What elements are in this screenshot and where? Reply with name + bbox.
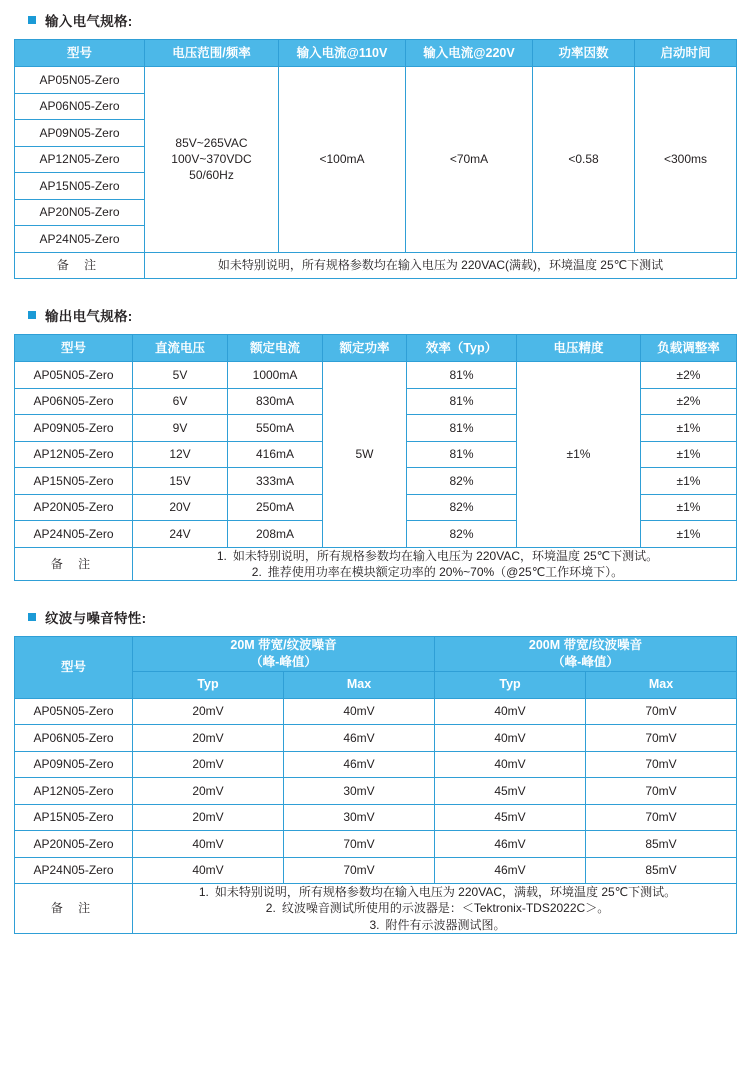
note-item [135,548,734,564]
cell-model: AP06N05-Zero [15,725,133,752]
col-header-model: 型号 [15,335,133,362]
square-bullet-icon [28,16,36,24]
section-input-spec [14,10,736,279]
cell-20m-typ: 20mV [133,725,284,752]
note-number: 3. [369,917,380,932]
voltage-range-line-3: 50/60Hz [189,168,234,183]
cell-model: AP06N05-Zero [15,388,133,415]
table-row [15,778,737,805]
cell-model: AP15N05-Zero [15,468,133,495]
cell-model: AP05N05-Zero [15,362,133,389]
table-row [15,725,737,752]
cell-model: AP24N05-Zero [15,857,133,884]
cell-model: AP09N05-Zero [15,120,145,147]
cell-20m-max: 46mV [284,725,435,752]
col-header-200m-max: Max [586,671,737,698]
section-ripple-noise [14,607,736,934]
cell-efficiency: 81% [407,362,517,389]
cell-200m-typ: 46mV [435,831,586,858]
cell-efficiency: 82% [407,521,517,548]
col-header-group-20m [133,636,435,671]
cell-load-regulation: ±1% [641,415,737,442]
table-row [15,362,737,389]
table-note-row [15,252,737,279]
cell-200m-typ: 45mV [435,804,586,831]
cell-20m-max: 30mV [284,804,435,831]
note-item [135,884,734,900]
cell-20m-typ: 20mV [133,698,284,725]
cell-model: AP20N05-Zero [15,199,145,226]
group-header-line-1: 20M 带宽/纹波噪音 [230,637,337,652]
cell-200m-max: 70mV [586,778,737,805]
col-header-input-current-110v: 输入电流@110V [279,40,406,67]
note-text: 如未特别说明，所有规格参数均在输入电压为 220VAC(满载)，环境温度 25℃下测试 [145,252,737,279]
table-note-row [15,884,737,934]
cell-model: AP12N05-Zero [15,146,145,173]
cell-load-regulation: ±1% [641,468,737,495]
col-header-start-time: 启动时间 [635,40,737,67]
note-label: 备 注 [15,252,145,279]
cell-200m-typ: 40mV [435,698,586,725]
cell-model: AP15N05-Zero [15,173,145,200]
cell-dc-voltage: 24V [133,521,228,548]
col-header-power-factor: 功率因数 [533,40,635,67]
note-number: 2. [265,901,276,916]
cell-load-regulation: ±1% [641,521,737,548]
col-header-load-regulation: 负载调整率 [641,335,737,362]
cell-20m-max: 46mV [284,751,435,778]
cell-200m-max: 70mV [586,698,737,725]
input-spec-table [14,39,737,279]
section-heading-input [14,10,736,30]
cell-input-current-220v: <70mA [406,67,533,253]
col-header-200m-typ: Typ [435,671,586,698]
cell-20m-typ: 40mV [133,857,284,884]
cell-20m-max: 30mV [284,778,435,805]
cell-model: AP09N05-Zero [15,415,133,442]
table-row [15,831,737,858]
cell-200m-typ: 40mV [435,725,586,752]
col-header-group-200m [435,636,737,671]
cell-rated-current: 208mA [228,521,323,548]
cell-rated-current: 1000mA [228,362,323,389]
cell-20m-max: 70mV [284,831,435,858]
section-title-ripple: 纹波与噪音特性: [45,610,147,626]
col-header-20m-typ: Typ [133,671,284,698]
cell-dc-voltage: 12V [133,441,228,468]
cell-efficiency: 81% [407,388,517,415]
group-header-line-2: （峰-峰值） [250,654,317,669]
cell-rated-current: 416mA [228,441,323,468]
note-item [135,564,734,580]
col-header-efficiency: 效率（Typ） [407,335,517,362]
section-output-spec [14,305,736,581]
cell-model: AP09N05-Zero [15,751,133,778]
cell-model: AP20N05-Zero [15,831,133,858]
table-header-row [15,335,737,362]
note-label: 备 注 [15,884,133,934]
cell-model: AP12N05-Zero [15,778,133,805]
section-title-input: 输入电气规格: [45,14,133,29]
group-header-line-2: （峰-峰值） [552,654,619,669]
cell-20m-max: 40mV [284,698,435,725]
table-row [15,857,737,884]
cell-200m-max: 85mV [586,831,737,858]
note-item [135,900,734,916]
cell-dc-voltage: 20V [133,494,228,521]
cell-model: AP20N05-Zero [15,494,133,521]
cell-20m-typ: 20mV [133,804,284,831]
table-row [15,804,737,831]
cell-200m-typ: 45mV [435,778,586,805]
ripple-noise-table [14,636,737,934]
cell-start-time: <300ms [635,67,737,253]
cell-load-regulation: ±2% [641,362,737,389]
cell-20m-max: 70mV [284,857,435,884]
output-spec-table [14,334,737,581]
note-text: 如未特别说明，所有规格参数均在输入电压为 220VAC，环境温度 25℃下测试。 [232,548,659,563]
note-number: 2. [251,564,262,579]
table-row [15,751,737,778]
cell-200m-max: 70mV [586,751,737,778]
cell-rated-current: 550mA [228,415,323,442]
section-title-output: 输出电气规格: [45,309,133,324]
cell-200m-max: 70mV [586,804,737,831]
square-bullet-icon [28,311,36,319]
table-header-row [15,40,737,67]
table-note-row [15,547,737,580]
cell-efficiency: 82% [407,468,517,495]
cell-load-regulation: ±1% [641,494,737,521]
group-header-line-1: 200M 带宽/纹波噪音 [528,637,643,652]
table-row [15,67,737,94]
col-header-rated-current: 额定电流 [228,335,323,362]
cell-model: AP24N05-Zero [15,521,133,548]
cell-load-regulation: ±2% [641,388,737,415]
cell-rated-current: 830mA [228,388,323,415]
cell-dc-voltage: 15V [133,468,228,495]
note-list [133,884,737,934]
cell-efficiency: 81% [407,441,517,468]
section-heading-ripple [14,607,736,627]
col-header-20m-max: Max [284,671,435,698]
cell-load-regulation: ±1% [641,441,737,468]
section-heading-output [14,305,736,325]
cell-200m-max: 70mV [586,725,737,752]
cell-200m-max: 85mV [586,857,737,884]
note-label: 备 注 [15,547,133,580]
cell-power-factor: <0.58 [533,67,635,253]
col-header-rated-power: 额定功率 [323,335,407,362]
cell-model: AP05N05-Zero [15,698,133,725]
cell-dc-voltage: 6V [133,388,228,415]
cell-200m-typ: 40mV [435,751,586,778]
col-header-dc-voltage: 直流电压 [133,335,228,362]
voltage-range-line-1: 85V~265VAC [175,135,248,150]
note-number: 1. [216,548,227,563]
note-text: 纹波噪音测试所使用的示波器是：＜Tektronix-TDS2022C＞。 [281,901,610,916]
cell-model: AP06N05-Zero [15,93,145,120]
cell-200m-typ: 46mV [435,857,586,884]
square-bullet-icon [28,613,36,621]
cell-20m-typ: 40mV [133,831,284,858]
cell-rated-current: 333mA [228,468,323,495]
col-header-model: 型号 [15,636,133,698]
cell-dc-voltage: 5V [133,362,228,389]
cell-model: AP05N05-Zero [15,67,145,94]
voltage-range-line-2: 100V~370VDC [171,152,252,167]
col-header-voltage-range: 电压范围/频率 [145,40,279,67]
cell-voltage-range [145,67,279,253]
note-text: 附件有示波器测试图。 [385,917,506,932]
table-row [15,698,737,725]
cell-efficiency: 82% [407,494,517,521]
cell-efficiency: 81% [407,415,517,442]
cell-model: AP24N05-Zero [15,226,145,253]
note-item [135,917,734,933]
cell-20m-typ: 20mV [133,778,284,805]
note-text: 如未特别说明，所有规格参数均在输入电压为 220VAC，满载，环境温度 25℃下测试。 [214,885,677,900]
table-header-row-group [15,636,737,671]
col-header-input-current-220v: 输入电流@220V [406,40,533,67]
col-header-model: 型号 [15,40,145,67]
cell-20m-typ: 20mV [133,751,284,778]
note-list [133,547,737,580]
col-header-voltage-accuracy: 电压精度 [517,335,641,362]
cell-rated-power: 5W [323,362,407,548]
cell-rated-current: 250mA [228,494,323,521]
note-text: 推荐使用功率在模块额定功率的 20%~70%（@25℃工作环境下）。 [267,564,624,579]
cell-model: AP12N05-Zero [15,441,133,468]
note-number: 1. [198,885,209,900]
cell-dc-voltage: 9V [133,415,228,442]
cell-voltage-accuracy: ±1% [517,362,641,548]
cell-input-current-110v: <100mA [279,67,406,253]
cell-model: AP15N05-Zero [15,804,133,831]
